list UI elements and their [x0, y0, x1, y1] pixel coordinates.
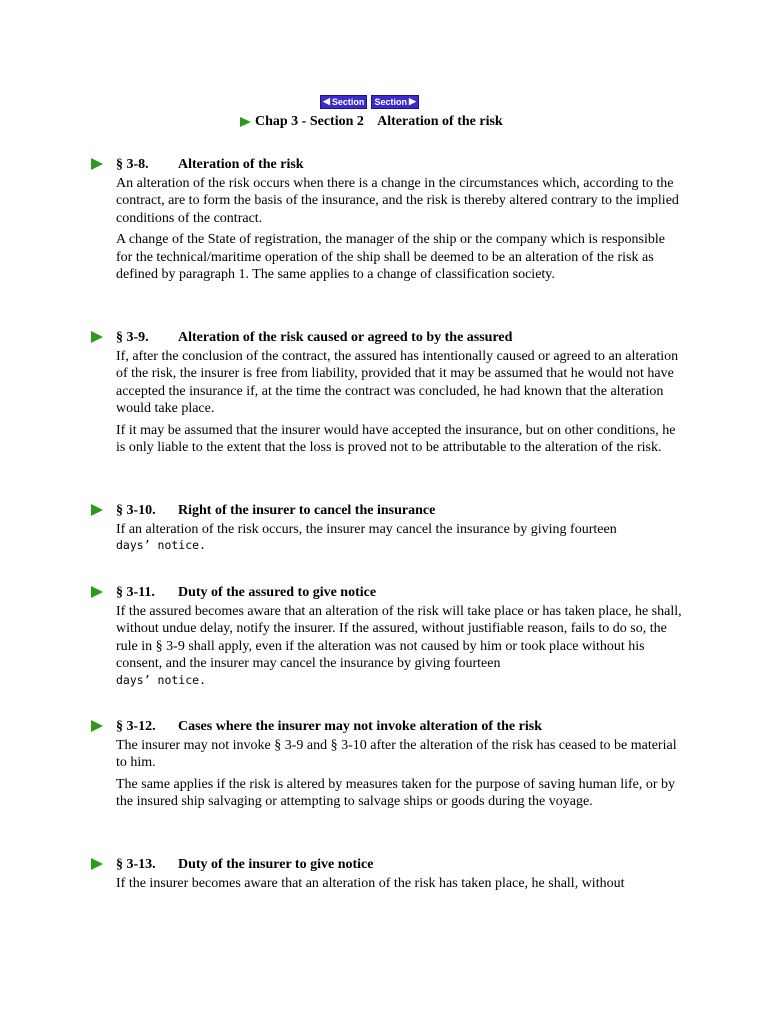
paragraph: A change of the State of registration, the manager of the ship or the company which is responsible for the technical/maritime operation of the ship shall be deemed to be an alteration of the risk as defined by paragraph 1. The same applies to a change of classification society. [116, 232, 665, 283]
paragraph: The insurer may not invoke § 3-9 and § 3-10 after the alteration of the risk has ceased to be material to him. [116, 738, 677, 771]
paragraph-tail: days’ notice. [116, 672, 207, 687]
section-3-8 [116, 156, 682, 287]
bullet-arrow-icon[interactable] [91, 158, 103, 170]
prev-section-button[interactable] [320, 95, 367, 109]
section-number: § 3-12. [116, 719, 156, 734]
paragraph: If the insurer becomes aware that an alteration of the risk has taken place, he shall, without [116, 876, 625, 891]
chapter-title-text: Chap 3 - Section 2 Alteration of the risk [255, 114, 503, 129]
paragraph-tail: days’ notice. [116, 538, 207, 553]
section-3-12 [116, 718, 682, 815]
section-3-13 [116, 856, 682, 896]
paragraph: An alteration of the risk occurs when there is a change in the circumstances which, according to the contract, are to form the basis of the insurance, and the risk is thereby altered contrary to the implied conditions of the contract. [116, 176, 679, 226]
section-heading [116, 584, 682, 601]
section-number: § 3-8. [116, 157, 149, 172]
paragraph: If the assured becomes aware that an alteration of the risk will take place or has taken place, he shall, without undue delay, notify the insurer. If the assured, without justifiable reason, fails to do so, the rule in § 3-9 shall apply, even if the alteration was not caused by him or took place without his consent, and the insurer may cancel the insurance by giving fourteen [116, 604, 682, 672]
section-title: Duty of the insurer to give notice [178, 857, 374, 872]
next-section-label: Section [374, 96, 407, 107]
next-section-button[interactable] [371, 95, 418, 109]
paragraph: The same applies if the risk is altered by measures taken for the purpose of saving human life, or by the insured ship salvaging or attempting to salvage ships or goods during the voyage. [116, 776, 676, 810]
section-title: Right of the insurer to cancel the insurance [178, 503, 436, 518]
section-heading [116, 329, 682, 346]
section-3-9 [116, 329, 682, 460]
section-heading [116, 856, 682, 873]
section-heading [116, 156, 682, 173]
section-nav [320, 95, 419, 108]
bullet-arrow-icon[interactable] [91, 331, 103, 343]
section-3-10 [116, 502, 682, 552]
bullet-arrow-icon[interactable] [91, 720, 103, 732]
paragraph: If an alteration of the risk occurs, the insurer may cancel the insurance by giving fourteen [116, 522, 617, 537]
bullet-arrow-icon[interactable] [91, 858, 103, 870]
section-title: Cases where the insurer may not invoke alteration of the risk [178, 719, 542, 734]
bullet-arrow-icon[interactable] [91, 504, 103, 516]
bullet-arrow-icon[interactable] [91, 586, 103, 598]
section-title: Duty of the assured to give notice [178, 585, 377, 600]
chevron-left-icon: ◀ [323, 96, 330, 106]
section-number: § 3-11. [116, 585, 155, 600]
section-3-11 [116, 584, 682, 687]
prev-section-label: Section [331, 96, 365, 107]
section-heading [116, 718, 682, 735]
chevron-right-icon: ▶ [408, 96, 416, 106]
section-number: § 3-9. [116, 330, 149, 345]
section-title: Alteration of the risk caused or agreed to by the assured [178, 330, 513, 345]
chapter-title [240, 114, 503, 130]
bullet-arrow-icon[interactable] [240, 117, 251, 127]
section-title: Alteration of the risk [178, 157, 304, 172]
paragraph: If it may be assumed that the insurer would have accepted the insurance, but on other conditions, he is only liable to the extent that the loss is proved not to be attributable to the alteration of the risk. [116, 422, 676, 456]
section-number: § 3-10. [116, 503, 156, 518]
paragraph: If, after the conclusion of the contract, the assured has intentionally caused or agreed to an alteration of the risk, the insurer is free from liability, provided that it may be assumed that he would not have accepted the insurance if, at the time the contract was concluded, he had known that the alteration would take place. [116, 349, 679, 417]
section-number: § 3-13. [116, 857, 156, 872]
section-heading [116, 502, 682, 519]
